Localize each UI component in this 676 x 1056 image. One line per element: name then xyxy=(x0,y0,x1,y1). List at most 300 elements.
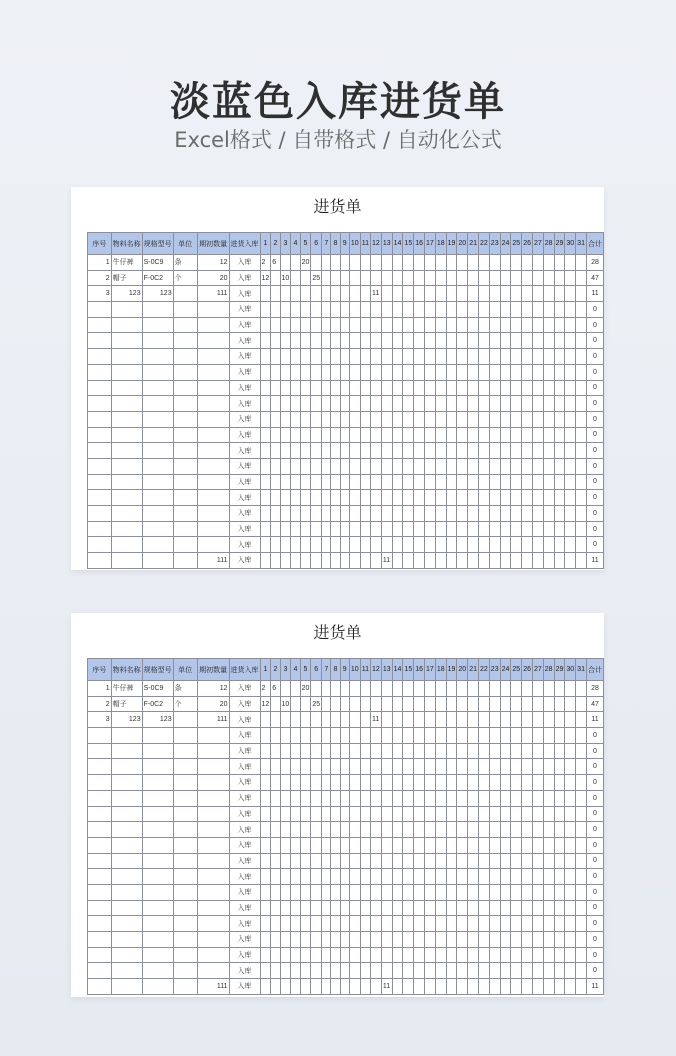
cell-day-2[interactable] xyxy=(271,853,280,869)
cell-day-3[interactable] xyxy=(280,411,291,427)
cell-day-25[interactable] xyxy=(511,286,522,302)
cell-day-19[interactable] xyxy=(446,302,457,318)
cell-day-21[interactable] xyxy=(468,474,479,490)
cell-day-28[interactable] xyxy=(543,270,554,286)
cell-day-17[interactable] xyxy=(425,884,436,900)
cell-day-9[interactable] xyxy=(340,396,349,412)
cell-day-5[interactable] xyxy=(300,916,311,932)
cell-day-23[interactable] xyxy=(489,474,500,490)
cell-day-26[interactable] xyxy=(522,759,533,775)
cell-day-29[interactable] xyxy=(554,947,565,963)
cell-day-14[interactable] xyxy=(392,286,403,302)
cell-day-4[interactable] xyxy=(291,349,300,365)
cell-day-6[interactable] xyxy=(311,853,322,869)
cell-day-25[interactable] xyxy=(511,696,522,712)
cell-spec[interactable] xyxy=(142,790,173,806)
cell-day-29[interactable] xyxy=(554,790,565,806)
cell-begin[interactable] xyxy=(197,869,229,885)
cell-day-14[interactable] xyxy=(392,681,403,697)
cell-begin[interactable] xyxy=(197,775,229,791)
cell-day-13[interactable] xyxy=(381,837,392,853)
cell-day-5[interactable] xyxy=(300,822,311,838)
cell-type[interactable]: 入库 xyxy=(229,775,260,791)
cell-day-4[interactable] xyxy=(291,963,300,979)
cell-day-27[interactable] xyxy=(532,364,543,380)
cell-unit[interactable]: 个 xyxy=(173,270,197,286)
cell-day-15[interactable] xyxy=(403,775,414,791)
cell-day-8[interactable] xyxy=(331,900,340,916)
cell-day-24[interactable] xyxy=(500,712,511,728)
cell-day-21[interactable] xyxy=(468,822,479,838)
cell-day-6[interactable] xyxy=(311,963,322,979)
cell-day-11[interactable] xyxy=(360,979,370,995)
cell-day-13[interactable] xyxy=(381,474,392,490)
cell-day-29[interactable] xyxy=(554,380,565,396)
cell-spec[interactable]: F-0C2 xyxy=(142,696,173,712)
cell-begin[interactable] xyxy=(197,349,229,365)
cell-day-30[interactable] xyxy=(565,916,576,932)
cell-day-5[interactable] xyxy=(300,443,311,459)
cell-day-30[interactable] xyxy=(565,979,576,995)
cell-day-17[interactable] xyxy=(425,537,436,553)
cell-begin[interactable] xyxy=(197,317,229,333)
cell-day-15[interactable] xyxy=(403,947,414,963)
cell-name[interactable] xyxy=(111,349,142,365)
cell-day-18[interactable] xyxy=(435,869,446,885)
cell-begin[interactable] xyxy=(197,427,229,443)
cell-day-30[interactable] xyxy=(565,396,576,412)
cell-day-30[interactable] xyxy=(565,728,576,744)
cell-day-31[interactable] xyxy=(576,822,587,838)
cell-day-27[interactable] xyxy=(532,900,543,916)
cell-day-1[interactable] xyxy=(260,932,271,948)
cell-day-28[interactable] xyxy=(543,427,554,443)
cell-day-23[interactable] xyxy=(489,537,500,553)
cell-no[interactable] xyxy=(88,537,112,553)
cell-day-26[interactable] xyxy=(522,411,533,427)
cell-day-19[interactable] xyxy=(446,474,457,490)
cell-day-28[interactable] xyxy=(543,947,554,963)
cell-day-15[interactable] xyxy=(403,506,414,522)
cell-day-18[interactable] xyxy=(435,537,446,553)
cell-total[interactable]: 0 xyxy=(586,490,603,506)
cell-day-22[interactable] xyxy=(479,869,490,885)
cell-day-3[interactable] xyxy=(280,364,291,380)
cell-day-1[interactable] xyxy=(260,806,271,822)
cell-day-12[interactable] xyxy=(371,521,382,537)
cell-day-27[interactable] xyxy=(532,884,543,900)
cell-type[interactable]: 入库 xyxy=(229,380,260,396)
cell-day-11[interactable] xyxy=(360,790,370,806)
cell-day-27[interactable] xyxy=(532,869,543,885)
cell-begin[interactable]: 20 xyxy=(197,270,229,286)
cell-day-26[interactable] xyxy=(522,979,533,995)
cell-day-12[interactable] xyxy=(371,916,382,932)
cell-day-24[interactable] xyxy=(500,443,511,459)
cell-type[interactable]: 入库 xyxy=(229,396,260,412)
cell-day-15[interactable] xyxy=(403,458,414,474)
cell-day-22[interactable] xyxy=(479,979,490,995)
cell-day-13[interactable] xyxy=(381,458,392,474)
cell-day-23[interactable] xyxy=(489,979,500,995)
cell-day-24[interactable] xyxy=(500,364,511,380)
cell-day-6[interactable] xyxy=(311,333,322,349)
cell-day-6[interactable] xyxy=(311,380,322,396)
cell-day-16[interactable] xyxy=(414,380,425,396)
cell-day-6[interactable] xyxy=(311,506,322,522)
cell-day-27[interactable] xyxy=(532,506,543,522)
cell-day-21[interactable] xyxy=(468,681,479,697)
cell-name[interactable] xyxy=(111,333,142,349)
cell-day-22[interactable] xyxy=(479,963,490,979)
cell-day-20[interactable] xyxy=(457,884,468,900)
cell-day-1[interactable] xyxy=(260,286,271,302)
cell-day-2[interactable] xyxy=(271,302,280,318)
cell-total[interactable]: 0 xyxy=(586,458,603,474)
cell-day-8[interactable] xyxy=(331,822,340,838)
cell-day-21[interactable] xyxy=(468,696,479,712)
cell-day-21[interactable] xyxy=(468,759,479,775)
cell-unit[interactable] xyxy=(173,458,197,474)
cell-day-17[interactable] xyxy=(425,853,436,869)
cell-day-19[interactable] xyxy=(446,286,457,302)
cell-day-30[interactable] xyxy=(565,427,576,443)
cell-day-29[interactable] xyxy=(554,458,565,474)
cell-day-3[interactable] xyxy=(280,884,291,900)
cell-day-21[interactable] xyxy=(468,884,479,900)
cell-day-24[interactable] xyxy=(500,775,511,791)
cell-day-25[interactable] xyxy=(511,443,522,459)
cell-day-30[interactable] xyxy=(565,255,576,271)
cell-day-9[interactable] xyxy=(340,553,349,569)
cell-day-30[interactable] xyxy=(565,681,576,697)
cell-day-26[interactable] xyxy=(522,427,533,443)
cell-day-21[interactable] xyxy=(468,443,479,459)
cell-unit[interactable] xyxy=(173,521,197,537)
cell-total[interactable]: 0 xyxy=(586,932,603,948)
cell-day-16[interactable] xyxy=(414,853,425,869)
cell-day-7[interactable] xyxy=(322,853,331,869)
cell-day-25[interactable] xyxy=(511,396,522,412)
cell-begin[interactable] xyxy=(197,837,229,853)
cell-unit[interactable] xyxy=(173,853,197,869)
cell-day-4[interactable] xyxy=(291,681,300,697)
cell-no[interactable] xyxy=(88,759,112,775)
cell-day-9[interactable] xyxy=(340,759,349,775)
cell-day-5[interactable] xyxy=(300,932,311,948)
cell-day-13[interactable] xyxy=(381,932,392,948)
cell-day-4[interactable] xyxy=(291,900,300,916)
cell-day-12[interactable] xyxy=(371,474,382,490)
cell-day-7[interactable] xyxy=(322,270,331,286)
cell-day-30[interactable] xyxy=(565,443,576,459)
cell-total[interactable]: 0 xyxy=(586,474,603,490)
cell-day-30[interactable] xyxy=(565,900,576,916)
cell-day-26[interactable] xyxy=(522,932,533,948)
cell-day-24[interactable] xyxy=(500,790,511,806)
cell-day-15[interactable] xyxy=(403,696,414,712)
cell-day-19[interactable] xyxy=(446,443,457,459)
cell-day-21[interactable] xyxy=(468,837,479,853)
cell-day-18[interactable] xyxy=(435,553,446,569)
cell-day-16[interactable] xyxy=(414,916,425,932)
cell-day-1[interactable] xyxy=(260,728,271,744)
cell-day-27[interactable] xyxy=(532,712,543,728)
cell-day-25[interactable] xyxy=(511,553,522,569)
cell-day-16[interactable] xyxy=(414,302,425,318)
cell-day-2[interactable] xyxy=(271,443,280,459)
cell-day-25[interactable] xyxy=(511,884,522,900)
cell-day-29[interactable] xyxy=(554,490,565,506)
cell-day-21[interactable] xyxy=(468,900,479,916)
cell-day-17[interactable] xyxy=(425,743,436,759)
cell-day-1[interactable] xyxy=(260,822,271,838)
cell-day-8[interactable] xyxy=(331,255,340,271)
cell-day-15[interactable] xyxy=(403,979,414,995)
cell-day-11[interactable] xyxy=(360,916,370,932)
cell-day-22[interactable] xyxy=(479,506,490,522)
cell-day-10[interactable] xyxy=(349,822,360,838)
cell-day-28[interactable] xyxy=(543,775,554,791)
cell-spec[interactable] xyxy=(142,537,173,553)
cell-day-26[interactable] xyxy=(522,947,533,963)
cell-day-19[interactable] xyxy=(446,255,457,271)
cell-day-16[interactable] xyxy=(414,553,425,569)
cell-name[interactable] xyxy=(111,963,142,979)
cell-day-20[interactable] xyxy=(457,474,468,490)
cell-day-11[interactable] xyxy=(360,822,370,838)
cell-day-7[interactable] xyxy=(322,947,331,963)
cell-day-20[interactable] xyxy=(457,900,468,916)
cell-name[interactable] xyxy=(111,869,142,885)
cell-spec[interactable] xyxy=(142,822,173,838)
cell-name[interactable] xyxy=(111,302,142,318)
cell-day-2[interactable] xyxy=(271,364,280,380)
cell-day-21[interactable] xyxy=(468,349,479,365)
cell-spec[interactable] xyxy=(142,869,173,885)
cell-day-4[interactable] xyxy=(291,869,300,885)
cell-day-29[interactable] xyxy=(554,333,565,349)
cell-day-15[interactable] xyxy=(403,427,414,443)
cell-day-4[interactable] xyxy=(291,822,300,838)
cell-day-23[interactable] xyxy=(489,900,500,916)
cell-day-18[interactable] xyxy=(435,681,446,697)
cell-day-23[interactable] xyxy=(489,364,500,380)
cell-day-26[interactable] xyxy=(522,728,533,744)
cell-no[interactable] xyxy=(88,427,112,443)
cell-total[interactable]: 0 xyxy=(586,947,603,963)
cell-day-7[interactable] xyxy=(322,759,331,775)
cell-day-18[interactable] xyxy=(435,759,446,775)
cell-day-14[interactable] xyxy=(392,853,403,869)
cell-day-11[interactable] xyxy=(360,270,370,286)
cell-begin[interactable] xyxy=(197,759,229,775)
cell-day-24[interactable] xyxy=(500,759,511,775)
cell-day-30[interactable] xyxy=(565,853,576,869)
cell-unit[interactable] xyxy=(173,806,197,822)
cell-day-12[interactable] xyxy=(371,932,382,948)
cell-day-13[interactable] xyxy=(381,853,392,869)
cell-type[interactable]: 入库 xyxy=(229,458,260,474)
cell-day-1[interactable] xyxy=(260,474,271,490)
cell-day-22[interactable] xyxy=(479,458,490,474)
cell-day-23[interactable] xyxy=(489,411,500,427)
cell-day-23[interactable] xyxy=(489,681,500,697)
cell-day-21[interactable] xyxy=(468,775,479,791)
cell-day-20[interactable] xyxy=(457,286,468,302)
cell-day-5[interactable] xyxy=(300,270,311,286)
cell-day-26[interactable] xyxy=(522,458,533,474)
cell-day-3[interactable] xyxy=(280,916,291,932)
cell-total[interactable]: 47 xyxy=(586,270,603,286)
cell-day-1[interactable] xyxy=(260,884,271,900)
cell-day-5[interactable] xyxy=(300,884,311,900)
cell-day-3[interactable]: 10 xyxy=(280,696,291,712)
cell-day-16[interactable] xyxy=(414,775,425,791)
cell-day-20[interactable] xyxy=(457,806,468,822)
cell-day-19[interactable] xyxy=(446,458,457,474)
cell-day-2[interactable] xyxy=(271,775,280,791)
cell-day-5[interactable] xyxy=(300,869,311,885)
cell-day-14[interactable] xyxy=(392,333,403,349)
cell-day-20[interactable] xyxy=(457,743,468,759)
cell-day-16[interactable] xyxy=(414,712,425,728)
cell-day-25[interactable] xyxy=(511,963,522,979)
cell-day-9[interactable] xyxy=(340,474,349,490)
cell-day-9[interactable] xyxy=(340,333,349,349)
cell-day-16[interactable] xyxy=(414,333,425,349)
cell-day-7[interactable] xyxy=(322,743,331,759)
cell-day-21[interactable] xyxy=(468,411,479,427)
cell-day-12[interactable] xyxy=(371,869,382,885)
cell-day-12[interactable] xyxy=(371,255,382,271)
cell-unit[interactable] xyxy=(173,916,197,932)
cell-spec[interactable] xyxy=(142,411,173,427)
cell-day-6[interactable] xyxy=(311,979,322,995)
cell-no[interactable] xyxy=(88,490,112,506)
cell-day-21[interactable] xyxy=(468,286,479,302)
cell-day-10[interactable] xyxy=(349,364,360,380)
cell-day-27[interactable] xyxy=(532,837,543,853)
cell-total[interactable]: 0 xyxy=(586,317,603,333)
cell-day-22[interactable] xyxy=(479,427,490,443)
cell-day-31[interactable] xyxy=(576,728,587,744)
cell-day-22[interactable] xyxy=(479,932,490,948)
cell-day-4[interactable] xyxy=(291,443,300,459)
cell-day-19[interactable] xyxy=(446,743,457,759)
cell-day-26[interactable] xyxy=(522,681,533,697)
cell-spec[interactable] xyxy=(142,900,173,916)
cell-day-22[interactable] xyxy=(479,364,490,380)
cell-type[interactable]: 入库 xyxy=(229,317,260,333)
cell-day-22[interactable] xyxy=(479,537,490,553)
cell-day-13[interactable] xyxy=(381,790,392,806)
cell-day-14[interactable] xyxy=(392,380,403,396)
cell-day-2[interactable] xyxy=(271,521,280,537)
cell-day-4[interactable] xyxy=(291,474,300,490)
cell-day-11[interactable] xyxy=(360,932,370,948)
cell-day-17[interactable] xyxy=(425,728,436,744)
cell-name[interactable] xyxy=(111,775,142,791)
cell-no[interactable] xyxy=(88,743,112,759)
cell-day-10[interactable] xyxy=(349,443,360,459)
cell-day-5[interactable] xyxy=(300,364,311,380)
cell-no[interactable] xyxy=(88,380,112,396)
cell-day-12[interactable] xyxy=(371,537,382,553)
cell-total[interactable]: 0 xyxy=(586,521,603,537)
cell-day-18[interactable] xyxy=(435,837,446,853)
cell-day-2[interactable] xyxy=(271,537,280,553)
cell-day-10[interactable] xyxy=(349,333,360,349)
cell-day-7[interactable] xyxy=(322,681,331,697)
cell-day-16[interactable] xyxy=(414,396,425,412)
cell-day-11[interactable] xyxy=(360,286,370,302)
cell-day-1[interactable] xyxy=(260,333,271,349)
cell-type[interactable]: 入库 xyxy=(229,333,260,349)
cell-day-28[interactable] xyxy=(543,932,554,948)
cell-begin[interactable] xyxy=(197,853,229,869)
cell-day-12[interactable] xyxy=(371,806,382,822)
cell-day-13[interactable] xyxy=(381,743,392,759)
cell-day-28[interactable] xyxy=(543,286,554,302)
cell-day-22[interactable] xyxy=(479,396,490,412)
cell-day-20[interactable] xyxy=(457,427,468,443)
cell-day-29[interactable] xyxy=(554,349,565,365)
cell-day-3[interactable] xyxy=(280,853,291,869)
cell-day-14[interactable] xyxy=(392,490,403,506)
cell-spec[interactable] xyxy=(142,759,173,775)
cell-day-25[interactable] xyxy=(511,255,522,271)
cell-day-23[interactable] xyxy=(489,396,500,412)
cell-day-18[interactable] xyxy=(435,506,446,522)
cell-day-11[interactable] xyxy=(360,712,370,728)
cell-day-7[interactable] xyxy=(322,490,331,506)
cell-day-26[interactable] xyxy=(522,506,533,522)
cell-day-9[interactable] xyxy=(340,790,349,806)
cell-day-10[interactable] xyxy=(349,790,360,806)
cell-day-22[interactable] xyxy=(479,900,490,916)
cell-no[interactable] xyxy=(88,822,112,838)
cell-day-7[interactable] xyxy=(322,286,331,302)
cell-day-21[interactable] xyxy=(468,728,479,744)
cell-day-26[interactable] xyxy=(522,712,533,728)
cell-day-7[interactable] xyxy=(322,712,331,728)
cell-day-11[interactable] xyxy=(360,775,370,791)
cell-day-30[interactable] xyxy=(565,286,576,302)
cell-day-2[interactable] xyxy=(271,837,280,853)
cell-no[interactable] xyxy=(88,837,112,853)
cell-day-19[interactable] xyxy=(446,364,457,380)
cell-day-13[interactable] xyxy=(381,884,392,900)
cell-day-12[interactable] xyxy=(371,759,382,775)
cell-day-7[interactable] xyxy=(322,411,331,427)
cell-day-10[interactable] xyxy=(349,963,360,979)
cell-day-7[interactable] xyxy=(322,537,331,553)
cell-total[interactable]: 11 xyxy=(586,286,603,302)
cell-day-24[interactable] xyxy=(500,822,511,838)
cell-unit[interactable] xyxy=(173,932,197,948)
cell-day-6[interactable] xyxy=(311,728,322,744)
cell-name[interactable] xyxy=(111,790,142,806)
cell-day-16[interactable] xyxy=(414,790,425,806)
cell-day-12[interactable] xyxy=(371,553,382,569)
cell-day-18[interactable] xyxy=(435,947,446,963)
cell-day-1[interactable] xyxy=(260,759,271,775)
cell-day-29[interactable] xyxy=(554,537,565,553)
cell-unit[interactable] xyxy=(173,759,197,775)
cell-unit[interactable]: 个 xyxy=(173,696,197,712)
cell-name[interactable] xyxy=(111,979,142,995)
